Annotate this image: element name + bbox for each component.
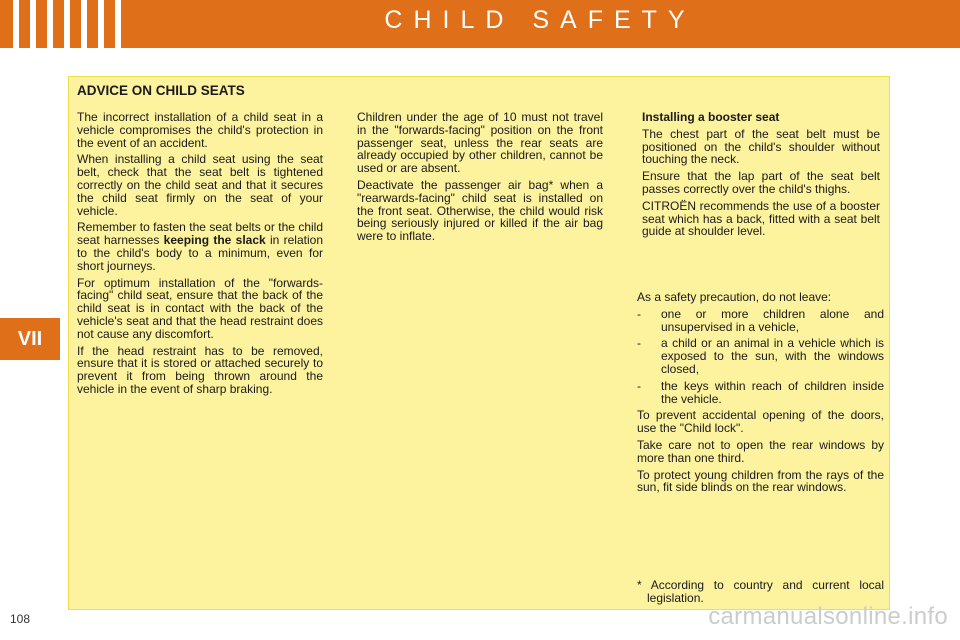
list-item-text: a child or an animal in a vehicle which is exposed to the sun, with the windows closed, bbox=[661, 336, 884, 376]
page-title: CHILD SAFETY bbox=[384, 6, 696, 34]
header-stripe bbox=[47, 0, 53, 48]
column-2 bbox=[357, 111, 603, 247]
paragraph: To protect young children from the rays of the sun, fit side blinds on the rear windows. bbox=[637, 467, 884, 495]
paragraph: The chest part of the seat belt must be positioned on the child's shoulder without touching the neck. bbox=[642, 126, 880, 167]
footnote-text: * According to country and current local legislation. bbox=[637, 578, 884, 605]
footnote bbox=[637, 579, 884, 605]
paragraph: As a safety precaution, do not leave: bbox=[637, 290, 832, 304]
booster-title: Installing a booster seat bbox=[642, 110, 780, 124]
list-item bbox=[637, 337, 884, 375]
dash-bullet: - bbox=[637, 306, 641, 321]
paragraph: CITROËN recommends the use of a booster seat which has a back, fitted with a seat belt guide at shoulder level. bbox=[642, 198, 880, 239]
emphasis-text: keeping the slack bbox=[163, 233, 266, 248]
precaution-section bbox=[637, 291, 884, 498]
paragraph: If the head restraint has to be removed, ensure that it is stored or attached securely to prevent it from being thrown around the vehicle in the event of sharp braking. bbox=[77, 343, 323, 396]
list-item-text: one or more children alone and unsupervised in a vehicle, bbox=[661, 306, 884, 334]
header-stripe bbox=[81, 0, 87, 48]
list-item bbox=[637, 308, 884, 334]
dash-bullet: - bbox=[637, 378, 641, 393]
header-stripe bbox=[13, 0, 19, 48]
page-number: 108 bbox=[10, 612, 31, 626]
text-run: Remember to fasten the seat belts or the child seat harnesses bbox=[77, 220, 323, 248]
paragraph: Take care not to open the rear windows by more than one third. bbox=[637, 437, 884, 465]
header-bar bbox=[0, 0, 960, 48]
watermark: carmanualsonline.info bbox=[708, 603, 948, 630]
paragraph: Children under the age of 10 must not travel in the "forwards-facing" position on the front passenger seat, unless the rear seats are already occupied by other children, cannot be used or are absent. bbox=[357, 110, 603, 176]
chapter-tab: VII bbox=[0, 318, 60, 360]
booster-seat-section bbox=[642, 111, 880, 242]
paragraph: For optimum installation of the "forwards-facing" child seat, ensure that the back of the child seat is in contact with the back of the vehicle's seat and that the head restraint does not cause any discomfort. bbox=[77, 275, 323, 341]
header-stripe bbox=[30, 0, 36, 48]
paragraph: Deactivate the passenger air bag* when a "rearwards-facing" child seat is installed on the front seat. Otherwise, the child would risk being seriously injured or killed if the air bag were to inflate. bbox=[357, 177, 603, 244]
header-stripe bbox=[98, 0, 104, 48]
paragraph: The incorrect installation of a child seat in a vehicle compromises the child's protection in the event of an accident. bbox=[77, 110, 323, 150]
header-stripe bbox=[64, 0, 70, 48]
paragraph bbox=[77, 221, 323, 272]
advice-panel bbox=[68, 76, 890, 610]
paragraph: Ensure that the lap part of the seat belt passes correctly over the child's thighs. bbox=[642, 169, 880, 196]
dash-bullet: - bbox=[637, 336, 641, 351]
text-run: in relation to the child's body to a minimum, even for short journeys. bbox=[77, 233, 323, 273]
paragraph: When installing a child seat using the seat belt, check that the seat belt is tightened correctly on the child seat and that it secures the child seat firmly on the seat of your vehicle. bbox=[77, 152, 323, 218]
column-1 bbox=[77, 111, 323, 400]
paragraph: To prevent accidental opening of the doors, use the "Child lock". bbox=[637, 408, 884, 436]
list-item bbox=[637, 380, 884, 406]
section-title: ADVICE ON CHILD SEATS bbox=[77, 83, 245, 98]
list-item-text: the keys within reach of children inside the vehicle. bbox=[661, 378, 884, 406]
